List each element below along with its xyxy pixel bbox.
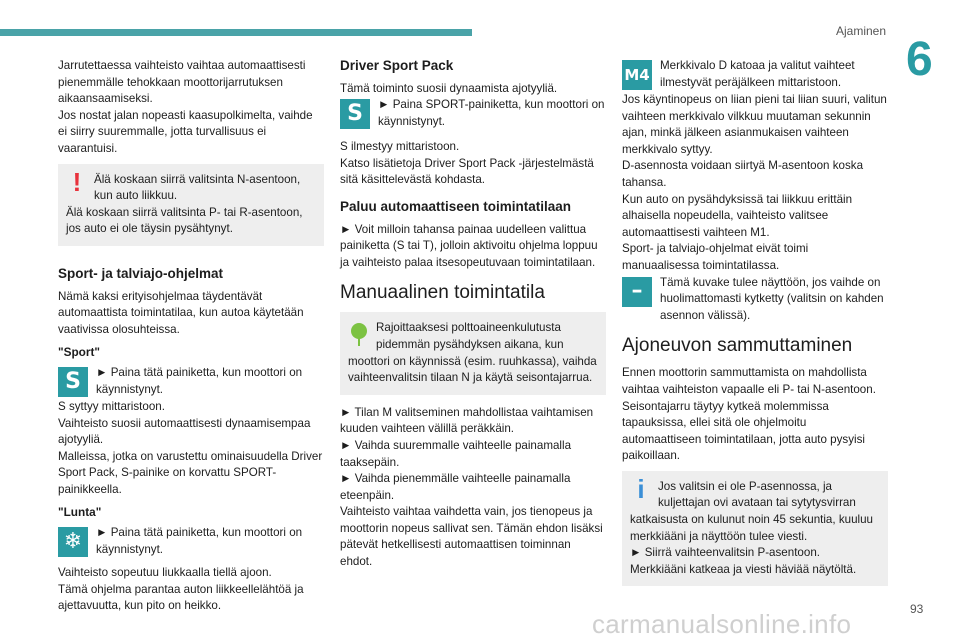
subheading: "Lunta" — [58, 505, 102, 520]
warning-box — [58, 164, 324, 246]
eco-tip-box — [340, 312, 606, 394]
dash-warning-icon: – — [622, 277, 652, 307]
paragraph: Jarrutettaessa vaihteisto vaihtaa automaattisesti pienemmälle tehokkaan moottorijarrutuksen aikaansaamiseksi. — [58, 59, 306, 106]
step: ► Paina tätä painiketta, kun moottori on käynnistynyt. — [96, 526, 303, 556]
chapter-heading: Ajoneuvon sammuttaminen — [622, 335, 853, 357]
paragraph: ► Voit milloin tahansa painaa uudelleen valittua painiketta (S tai T), jolloin aktivoitu ohjelma loppuu ja vaihteisto palaa itsesopeutuvaan toimintatilaan. — [340, 222, 598, 269]
paragraph: Tämä kuvake tulee näyttöön, jos vaihde on huolimattomasti kytketty (valitsin on kahden asennon välissä). — [660, 275, 884, 322]
chapter-number: 6 — [906, 33, 933, 86]
column-3 — [622, 58, 888, 596]
snowflake-icon: ❄ — [58, 527, 88, 557]
info-text: Jos valitsin ei ole P-asennossa, ja kuljettajan ovi avataan tai sytytysvirran katkaisusta on kulunut noin 45 sekuntia, kuuluu merkkiääni ja näyttöön tulee viesti. ► Siirrä vaihteenvalitsin P-asentoon. Merkkiääni katkeaa ja viesti häviää näytöltä. — [630, 479, 873, 576]
paragraph: S ilmestyy mittaristoon. Katso lisätietoja Driver Sport Pack -järjestelmästä sitä käsittelevästä kohdasta. — [340, 140, 594, 187]
eco-leaf-icon — [348, 322, 370, 352]
paragraph: Jos käyntinopeus on liian pieni tai liian suuri, valitun vaihteen merkkivalo vilkkuu muutaman sekunnin ajan, minkä jälkeen asianmukaisen vaihteen merkkivalo syttyy. D-asennosta voidaan siirtyä M-asentoon koska tahansa. Kun auto on pysähdyksissä tai liikkuu erittäin alhaisella nopeudella, vaihteisto valitsee automaattisesti vaihteen M1. Sport- ja talviajo-ohjelmat eivät toimi manuaalisessa toimintatilassa. — [622, 93, 887, 272]
paragraph: Merkkivalo D katoaa ja valitut vaihteet ilmestyvät peräjälkeen mittaristoon. — [660, 59, 855, 89]
section-heading: Driver Sport Pack — [340, 58, 454, 73]
watermark: carmanualsonline.info — [592, 609, 852, 639]
page-number: 93 — [910, 602, 924, 616]
paragraph: Nämä kaksi erityisohjelmaa täydentävät automaattista toimintatilaa, kun autoa käytetään vaativissa olosuhteissa. — [58, 289, 304, 336]
paragraph: S syttyy mittaristoon. Vaihteisto suosii automaattisesti dynaamisempaa ajotyyliä. Malleissa, jotka on varustettu ominaisuudella Driver Sport Pack, S-painike on korvattu SPORT-painikkeella. — [58, 399, 323, 496]
paragraph: Ennen moottorin sammuttamista on mahdollista vaihtaa vaihteiston vapaalle eli P- tai N-asentoon. Seisontajarru täytyy kytkeä molemmissa tapauksissa, ellei sitä ole ohjelmoitu automaattiseen toimintatilaan, jotta auto pysyisi paikoillaan. — [622, 366, 876, 463]
step: ► Paina tätä painiketta, kun moottori on käynnistynyt. — [96, 365, 303, 396]
warning-text: Älä koskaan siirrä valitsinta N-asentoon, kun auto liikkuu. Älä koskaan siirrä valitsinta P- tai R-asentoon, jos auto ei ole täysin pysähtynyt. — [66, 172, 303, 236]
section-heading: Paluu automaattiseen toimintatilaan — [340, 198, 572, 214]
paragraph: Vaihteisto sopeutuu liukkaalla tiellä ajoon. Tämä ohjelma parantaa auton liikkeellelähtöä ja ajettavuutta, kun pito on heikko. — [58, 566, 304, 613]
sport-button-icon: S — [58, 367, 88, 397]
column-1 — [58, 58, 324, 615]
info-box — [622, 471, 888, 587]
chapter-heading: Manuaalinen toimintatila — [340, 282, 545, 304]
header-accent-bar — [0, 29, 472, 36]
paragraph: Tämä toiminto suosii dynaamista ajotyyliä. — [340, 81, 558, 95]
sport-button-icon: S — [340, 99, 370, 129]
info-icon: i — [637, 473, 645, 504]
eco-tip-text: Rajoittaaksesi polttoaineenkulutusta pidemmän pysähdyksen aikana, kun moottori on käynnissä (esim. ruuhkassa), vaihda vaihteenvalitsin tilaan N ja käytä seisontajarrua. — [348, 321, 597, 385]
step: ► Paina SPORT-painiketta, kun moottori on käynnistynyt. — [378, 98, 605, 128]
column-2 — [340, 58, 606, 571]
warning-icon: ! — [72, 166, 82, 197]
paragraph: ► Tilan M valitseminen mahdollistaa vaihtamisen kuuden vaihteen välillä peräkkäin. ► Vaihda suuremmalle vaihteelle painamalla taaksepäin. ► Vaihda pienemmälle vaihteelle painamalla eteenpäin. Vaihteisto vaihtaa vaihdetta vain, jos tienopeus ja moottorin nopeus sallivat sen. Tämän ehdon lisäksi pätevät hetkellisesti automaattisen toiminnan ehdot. — [340, 405, 603, 569]
section-heading: Sport- ja talviajo-ohjelmat — [58, 265, 224, 281]
section-title: Ajaminen — [836, 24, 887, 38]
paragraph: Jos nostat jalan nopeasti kaasupolkimelta, vaihde ei siirry suuremmalle, jotta turvallisuus ei vaarantuisi. — [58, 108, 313, 155]
subheading: "Sport" — [58, 345, 100, 360]
m4-gear-icon: M4 — [622, 60, 652, 90]
